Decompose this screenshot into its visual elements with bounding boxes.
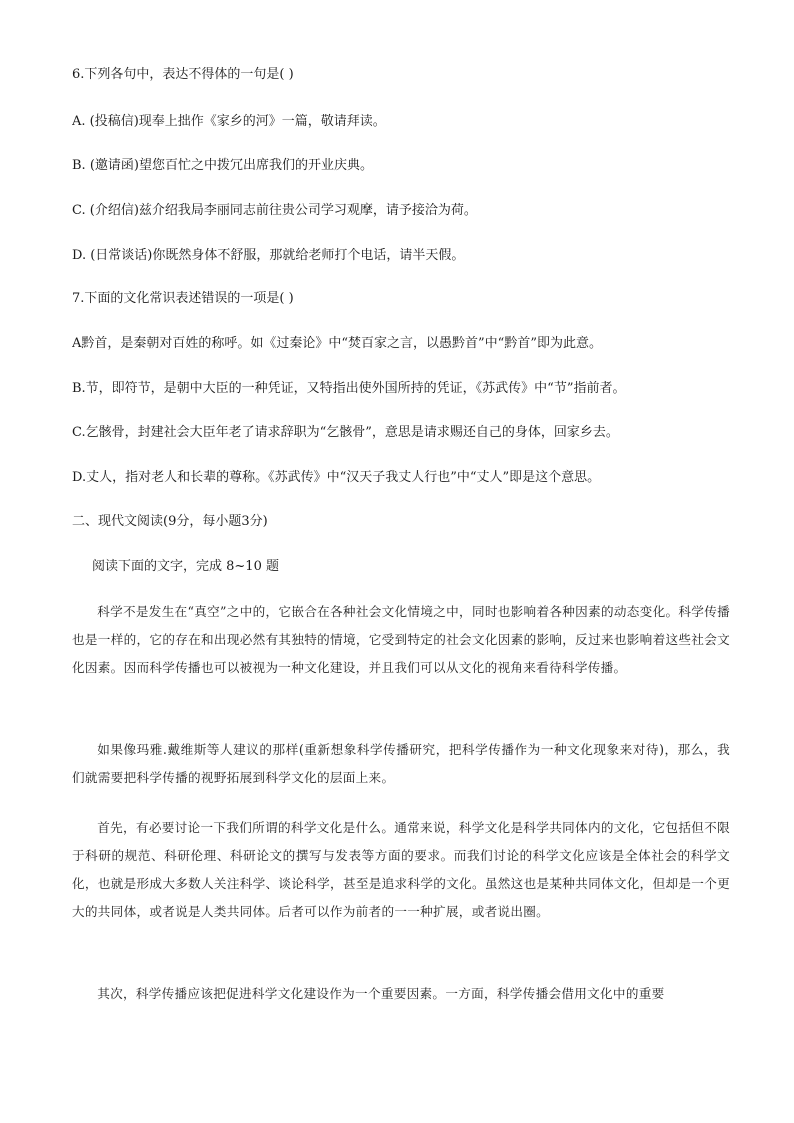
question-6-option-c: C. (介绍信)兹介绍我局李丽同志前往贵公司学习观摩，请予接洽为荷。 xyxy=(72,203,477,218)
question-7-option-d: D.丈人，指对老人和长辈的尊称。《苏武传》中“汉天子我丈人行也”中“丈人”即是这个意思。 xyxy=(72,470,601,485)
question-7-stem: 7.下面的文化常识表述错误的一项是( ) xyxy=(72,291,294,306)
question-6-option-d: D. (日常谈话)你既然身体不舒服，那就给老师打个电话，请半天假。 xyxy=(72,248,465,263)
section-2-heading: 二、现代文阅读(9分，每小题3分) xyxy=(72,514,268,529)
question-6-option-b: B. (邀请函)望您百忙之中拨冗出席我们的开业庆典。 xyxy=(72,158,373,173)
question-6-option-a: A. (投稿信)现奉上拙作《家乡的河》一篇，敬请拜读。 xyxy=(72,114,386,129)
question-7-option-c: C.乞骸骨，封建社会大臣年老了请求辞职为“乞骸骨”，意思是请求赐还自己的身体，回家乡去。 xyxy=(72,425,619,440)
passage-paragraph-4: 其次，科学传播应该把促进科学文化建设作为一个重要因素。一方面，科学传播会借用文化中的重要 xyxy=(97,986,665,1001)
question-7-option-a: A黔首，是秦朝对百姓的称呼。如《过秦论》中“焚百家之言，以愚黔首”中“黔首”即为此意。 xyxy=(72,336,602,351)
passage-paragraph-3: 首先，有必要讨论一下我们所谓的科学文化是什么。通常来说，科学文化是科学共同体内的文化，它包括但不限于科研的规范、科研伦理、科研论文的撰写与发表等方面的要求。而我们讨论的科学文化应该是全体社会的科学文化，也就是形成大多数人关注科学、谈论科学，甚至是追求科学的文化。虽然这也是某种共同体文化，但却是一个更大的共同体，或者说是人类共同体。后者可以作为前者的一一种扩展，或者说出圈。 xyxy=(72,820,730,919)
question-6-stem: 6.下列各句中，表达不得体的一句是( ) xyxy=(72,67,294,82)
passage-paragraph-2: 如果像玛雅.戴维斯等人建议的那样(重新想象科学传播研究，把科学传播作为一种文化现象来对待)，那么，我们就需要把科学传播的视野拓展到科学文化的层面上来。 xyxy=(72,742,730,785)
reading-instruction: 阅读下面的文字，完成 8~10 题 xyxy=(92,559,279,574)
passage-paragraph-1: 科学不是发生在“真空”之中的，它嵌合在各种社会文化情境之中，同时也影响着各种因素的动态变化。科学传播也是一样的，它的存在和出现必然有其独特的情境，它受到特定的社会文化因素的影响，反过来也影响着这些社会文化因素。因而科学传播也可以被视为一种文化建设，并且我们可以从文化的视角来看待科学传播。 xyxy=(72,604,730,675)
question-7-option-b: B.节，即符节，是朝中大臣的一种凭证，又特指出使外国所持的凭证，《苏武传》中“节”指前者。 xyxy=(72,381,626,396)
